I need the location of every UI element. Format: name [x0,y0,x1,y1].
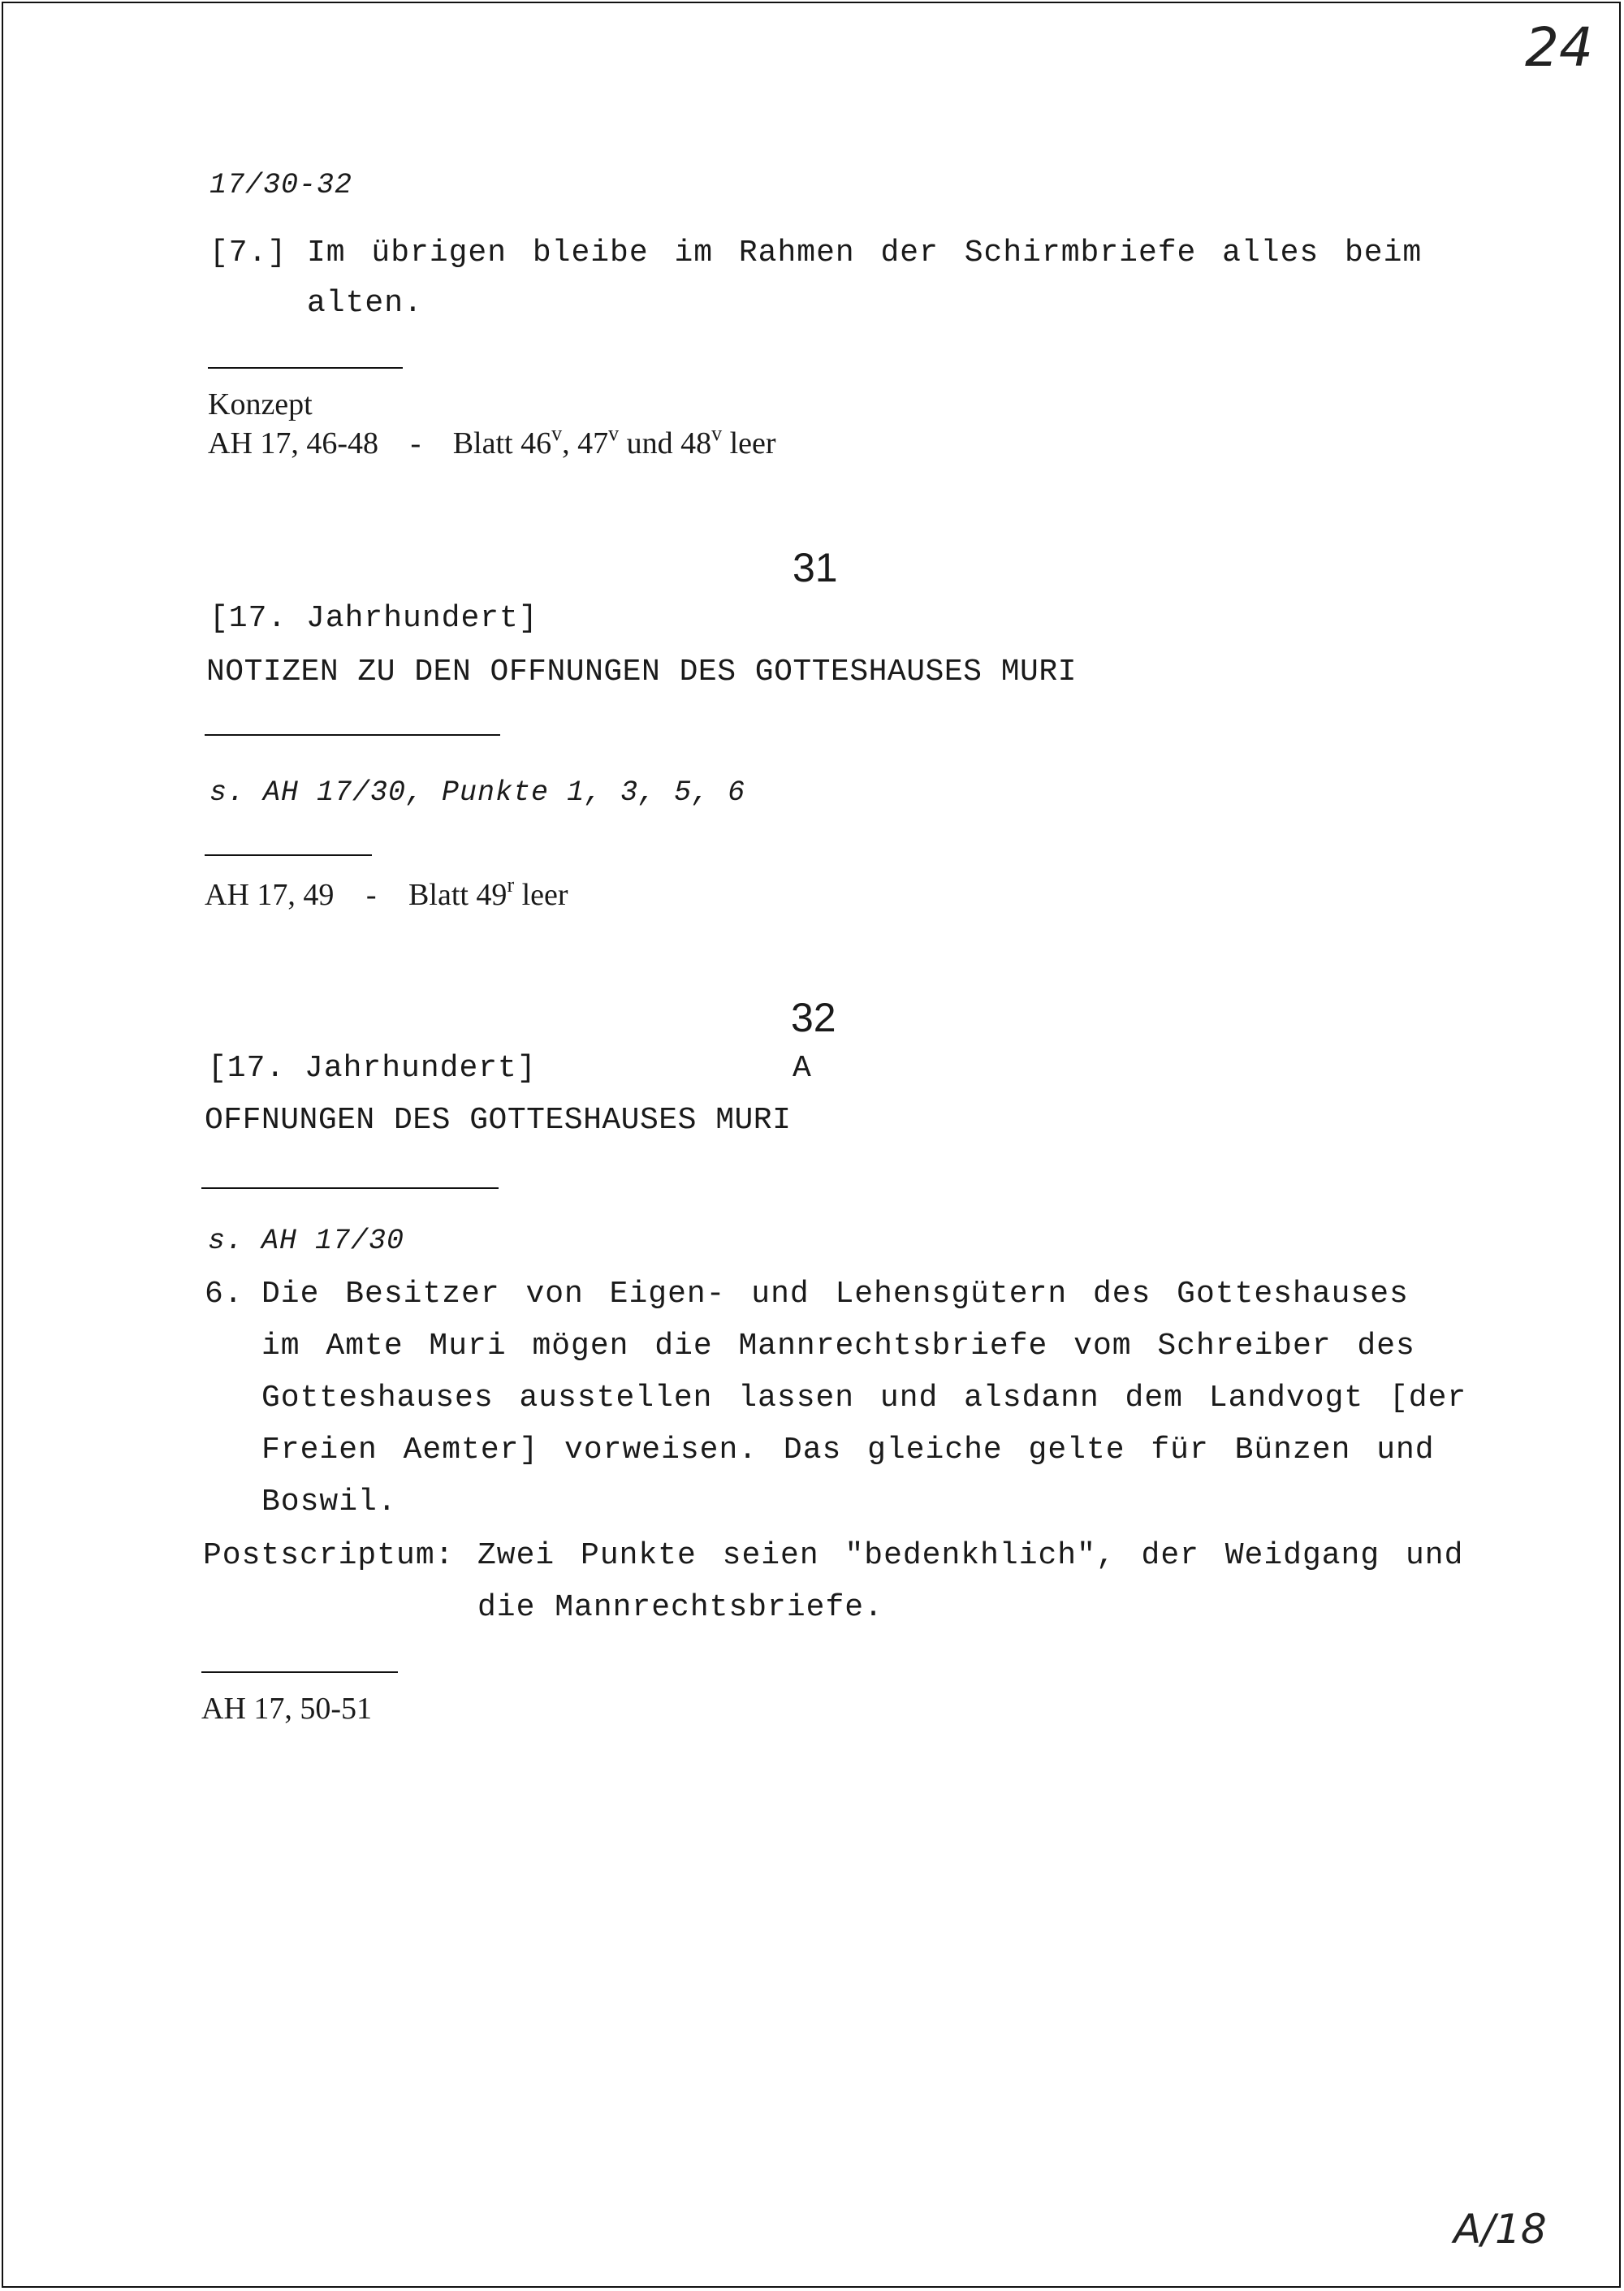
postscript-line-2: die Mannrechtsbriefe. [477,1590,883,1625]
entry31-reference: s. AH 17/30, Punkte 1, 3, 5, 6 [209,776,746,809]
item7-label: [7.] [209,236,287,270]
note-sup-2: v [608,421,620,445]
page-border [2,2,1621,2288]
divider-rule [205,734,500,736]
note-sep-2: und 48 [619,426,712,460]
point6-label: 6. [205,1277,244,1312]
point6-line-3: Gotteshauses ausstellen lassen und alsdann dem Landvogt [der [261,1381,1467,1416]
note-source: AH 17, 46-48 [208,426,379,460]
note-blatt: Blatt 46 [452,426,552,460]
entry31-sup: r [507,873,515,897]
entry31-number: 31 [793,545,838,590]
entry32-source: AH 17, 50-51 [201,1692,373,1726]
entry31-dash: - [365,878,377,912]
page-number: 24 [1525,16,1593,79]
entry32-reference: s. AH 17/30 [208,1225,405,1257]
divider-rule [201,1671,398,1673]
divider-rule [208,367,403,369]
point6-line-1: Die Besitzer von Eigen- und Lehensgütern des Gotteshauses [261,1277,1409,1312]
item7-line2: alten. [307,286,423,321]
entry32-number: 32 [791,995,836,1040]
note-sup-1: v [551,421,563,445]
postscript-label: Postscriptum: [203,1538,455,1573]
point6-line-2: im Amte Muri mögen die Mannrechtsbriefe vom Schreiber des [261,1329,1415,1364]
point6-line-4: Freien Aemter] vorweisen. Das gleiche gelte für Bünzen und [261,1433,1435,1468]
note-dash: - [410,426,421,460]
divider-rule [205,854,372,856]
item7-line1: Im übrigen bleibe im Rahmen der Schirmbriefe alles beim [307,236,1423,270]
archive-mark: A/18 [1453,2206,1547,2253]
divider-rule [201,1187,499,1189]
note-leer: leer [722,426,776,460]
entry32-title: OFFNUNGEN DES GOTTESHAUSES MURI [205,1103,792,1138]
reference-continuation: 17/30-32 [209,169,353,201]
entry31-date: [17. Jahrhundert] [209,601,538,636]
entry31-title: NOTIZEN ZU DEN OFFNUNGEN DES GOTTESHAUSES MURI [206,655,1077,689]
entry31-source: AH 17, 49 [205,878,335,912]
entry31-source-line [205,873,568,913]
note-sup-3: v [711,421,723,445]
point6-line-5: Boswil. [261,1485,397,1519]
entry31-leer: leer [514,878,568,912]
entry31-blatt: Blatt 49 [408,878,508,912]
entry32-date: [17. Jahrhundert] [208,1051,537,1086]
note-sep-1: , 47 [562,426,609,460]
note-source-line [208,421,776,461]
note-kind: Konzept [208,387,313,421]
entry32-variant: A [793,1051,812,1086]
postscript-line-1: Zwei Punkte seien "bedenkhlich", der Weidgang und [477,1538,1464,1573]
